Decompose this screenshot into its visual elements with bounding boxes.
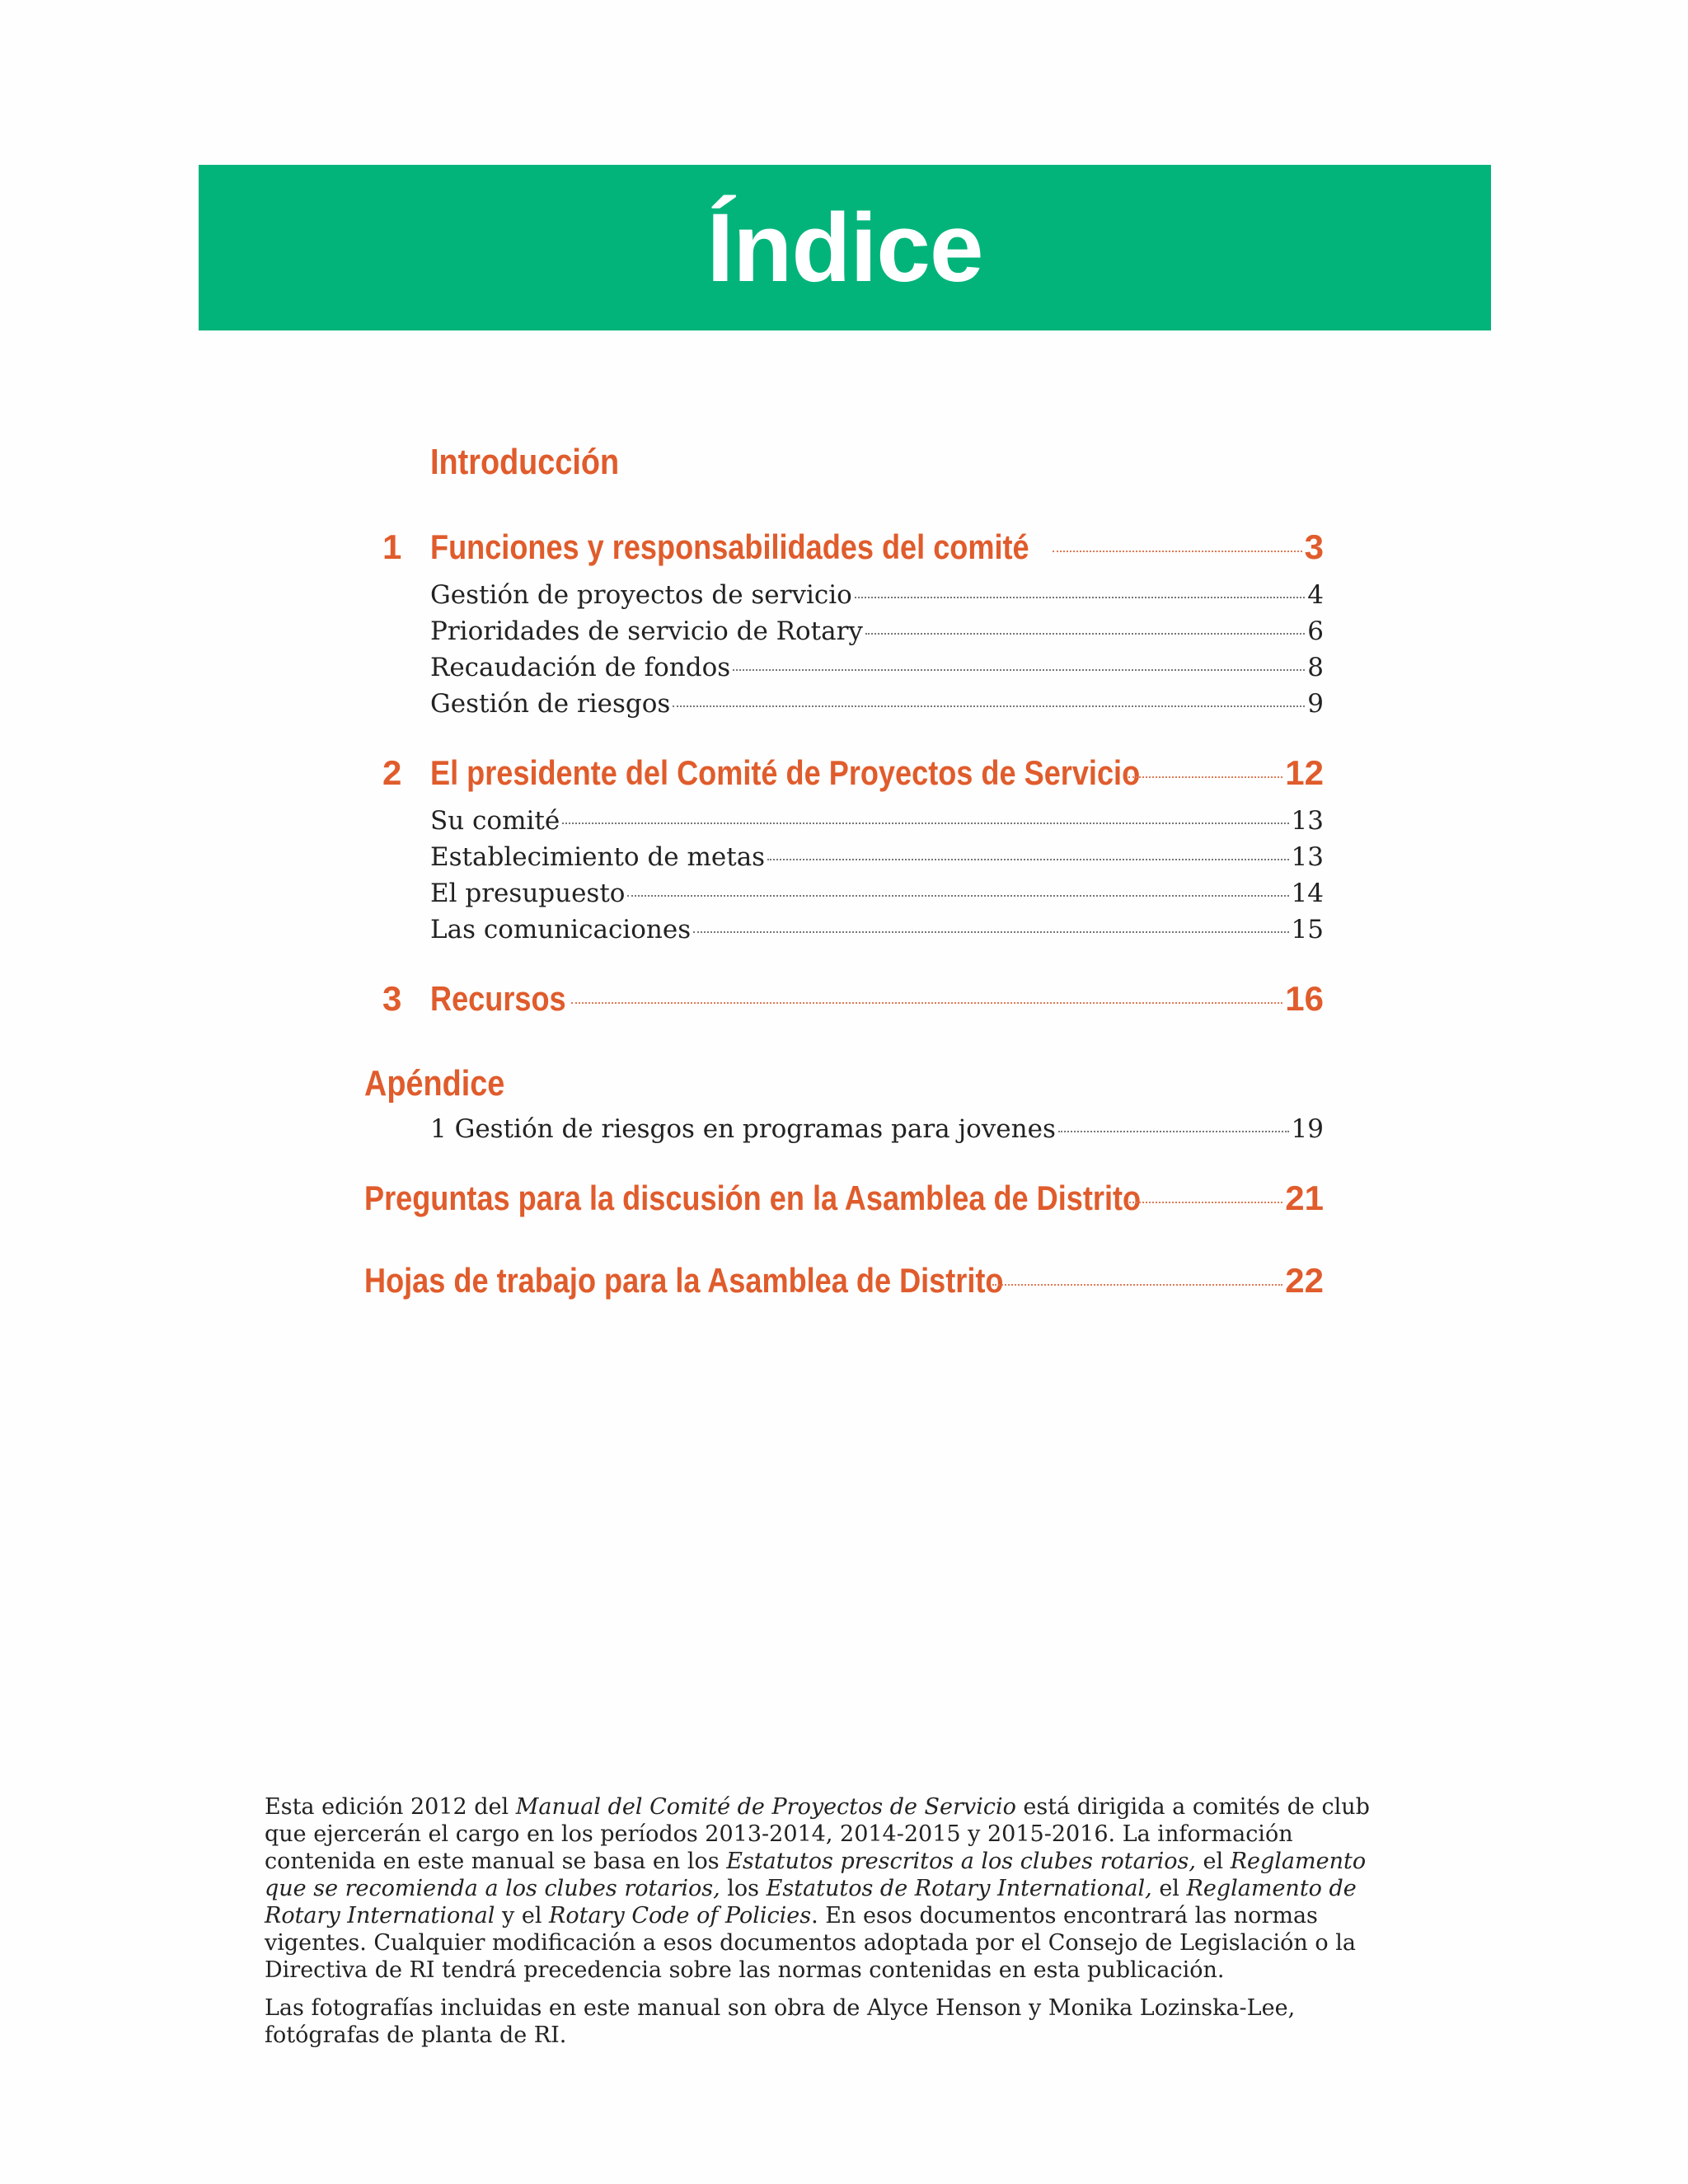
- item-title: Recaudación de fondos: [430, 653, 731, 682]
- toc-item[interactable]: [430, 915, 1324, 944]
- section-title: Preguntas para la discusión en la Asamblea de Distrito: [364, 1179, 1142, 1217]
- edition-paragraph: Esta edición 2012 del Manual del Comité de Proyectos de Servicio está dirigida a comités de club que ejercerán el cargo en los períodos 2013-2014, 2014-2015 y 2015-2016. La información contenida en este manual se basa en los Estatutos prescritos a los clubes rotarios, el Reglamento que se recomienda a los clubes rotarios, los Estatutos de Rotary International, el Reglamento de Rotary International y el Rotary Code of Policies. En esos documentos encontrará las normas vigentes. Cualquier modificación a esos documentos adoptada por el Consejo de Legislación o la Directiva de RI tendrá precedencia sobre las normas contenidas en esta publicación.: [265, 1794, 1370, 1983]
- dot-leader: [992, 1284, 1283, 1286]
- toc-item[interactable]: [430, 653, 1324, 682]
- item-title: Gestión de proyectos de servicio: [430, 580, 852, 610]
- toc-discussion[interactable]: [364, 1179, 1324, 1218]
- page-number: 3: [1304, 527, 1324, 566]
- section-title: Hojas de trabajo para la Asamblea de Distrito: [364, 1261, 1004, 1300]
- page-number: 8: [1307, 653, 1324, 682]
- chapter-number: 3: [382, 979, 402, 1018]
- toc-item[interactable]: [430, 616, 1324, 646]
- toc-intro[interactable]: [430, 442, 619, 483]
- page-number: 12: [1285, 753, 1324, 792]
- chapter-number: 1: [382, 527, 402, 566]
- edition-note: [265, 1793, 1410, 2060]
- item-title: El presupuesto: [430, 879, 626, 908]
- toc-item[interactable]: [430, 842, 1324, 872]
- dot-leader: [693, 931, 1288, 933]
- dot-leader: [562, 823, 1288, 824]
- dot-leader: [865, 633, 1305, 635]
- item-title: Su comité: [430, 806, 560, 836]
- page-number: 13: [1291, 806, 1324, 836]
- toc-item[interactable]: [430, 1114, 1324, 1144]
- dot-leader: [767, 859, 1288, 860]
- item-title: Prioridades de servicio de Rotary: [430, 616, 863, 646]
- toc-chapter-1[interactable]: [382, 527, 1324, 567]
- dot-leader: [571, 1002, 1282, 1004]
- appendix-heading: Apéndice: [364, 1063, 505, 1104]
- page-number: 21: [1285, 1179, 1324, 1217]
- dot-leader: [1058, 1131, 1289, 1132]
- toc-item[interactable]: [430, 689, 1324, 719]
- dot-leader: [1053, 551, 1302, 552]
- item-title: 1 Gestión de riesgos en programas para jovenes: [430, 1114, 1056, 1144]
- toc-appendix-heading[interactable]: [364, 1063, 504, 1104]
- page-number: 6: [1307, 616, 1324, 646]
- dot-leader: [627, 895, 1288, 897]
- page-number: 9: [1307, 689, 1324, 719]
- chapter-number: 2: [382, 753, 402, 792]
- page-number: 16: [1285, 979, 1324, 1018]
- page-number: 15: [1291, 915, 1324, 944]
- toc-item[interactable]: [430, 806, 1324, 836]
- dot-leader: [1127, 1202, 1282, 1203]
- dot-leader: [1128, 776, 1282, 778]
- item-title: Establecimiento de metas: [430, 842, 766, 872]
- page-number: 13: [1291, 842, 1324, 872]
- dot-leader: [855, 597, 1305, 598]
- chapter-title: Funciones y responsabilidades del comité: [430, 527, 1029, 566]
- page-number: 19: [1291, 1114, 1324, 1144]
- dot-leader: [673, 705, 1305, 707]
- toc-worksheets[interactable]: [364, 1261, 1324, 1301]
- item-title: Las comunicaciones: [430, 915, 692, 944]
- photo-credits: Las fotografías incluidas en este manual son obra de Alyce Henson y Monika Lozinska-Lee, fotógrafas de planta de RI.: [265, 1995, 1296, 2048]
- toc-chapter-2[interactable]: [382, 753, 1324, 793]
- toc-intro-label: Introducción: [430, 442, 620, 482]
- toc-item[interactable]: [430, 879, 1324, 908]
- page-title: Índice: [706, 193, 983, 302]
- item-title: Gestión de riesgos: [430, 689, 671, 719]
- toc-item[interactable]: [430, 580, 1324, 610]
- dot-leader: [733, 669, 1305, 671]
- page-number: 4: [1307, 580, 1324, 610]
- page-number: 22: [1285, 1261, 1324, 1300]
- chapter-title: El presidente del Comité de Proyectos de Servicio: [430, 753, 1141, 792]
- toc-chapter-3[interactable]: [382, 979, 1324, 1019]
- chapter-title: Recursos: [430, 979, 566, 1018]
- page-number: 14: [1291, 879, 1324, 908]
